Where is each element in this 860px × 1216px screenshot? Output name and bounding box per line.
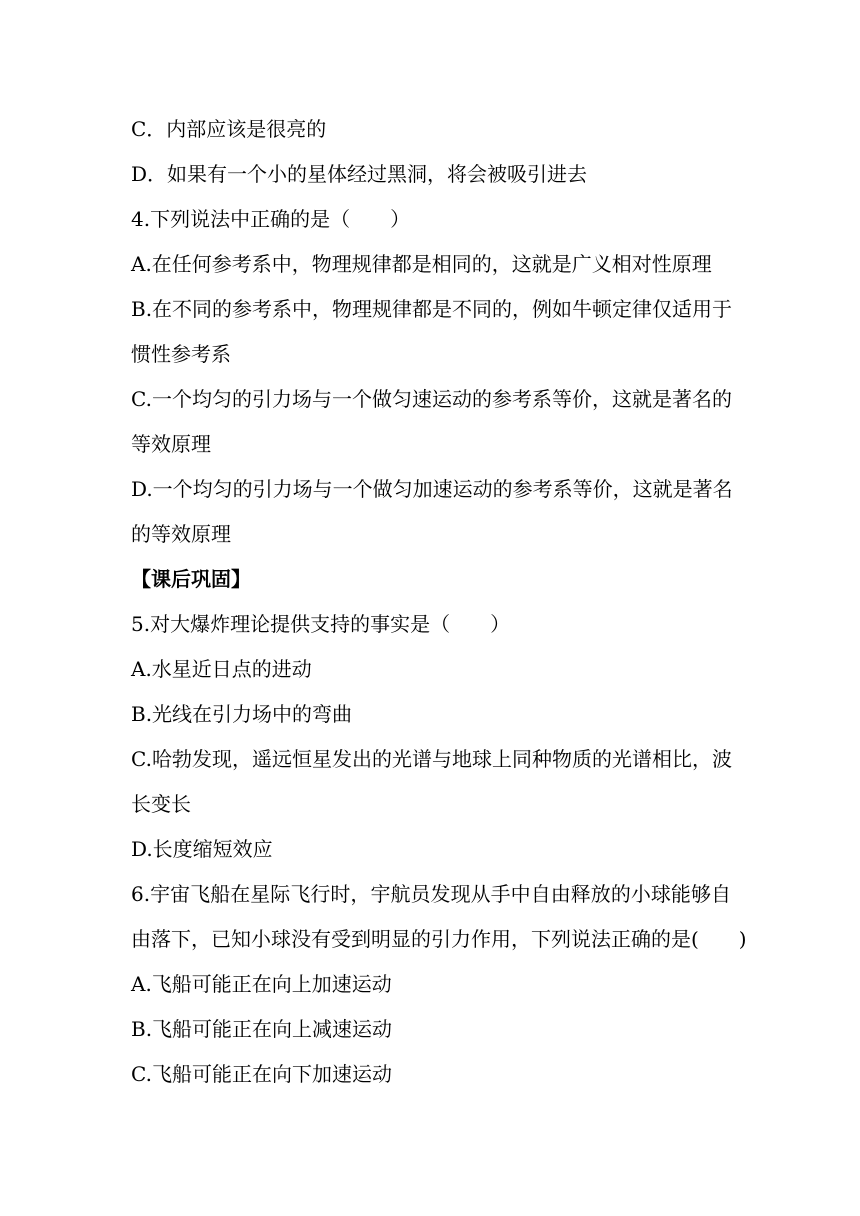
option-5c-line2: 长变长 <box>131 792 191 816</box>
question-4: 4.下列说法中正确的是（ ） <box>131 207 411 231</box>
option-5c-line1: C.哈勃发现，遥远恒星发出的光谱与地球上同种物质的光谱相比，波 <box>131 747 732 771</box>
option-4b-line1: B.在不同的参考系中，物理规律都是不同的，例如牛顿定律仅适用于 <box>131 297 733 321</box>
question-5: 5.对大爆炸理论提供支持的事实是（ ） <box>131 612 511 636</box>
option-5d: D.长度缩短效应 <box>131 837 273 861</box>
option-6b: B.飞船可能正在向上减速运动 <box>131 1017 393 1041</box>
option-6c: C.飞船可能正在向下加速运动 <box>131 1062 392 1086</box>
option-5b: B.光线在引力场中的弯曲 <box>131 702 353 726</box>
option-4a: A.在任何参考系中，物理规律都是相同的，这就是广义相对性原理 <box>131 252 712 276</box>
option-4c-line1: C.一个均匀的引力场与一个做匀速运动的参考系等价，这就是著名的 <box>131 387 732 411</box>
question-6-line2: 由落下，已知小球没有受到明显的引力作用，下列说法正确的是( ) <box>131 927 747 951</box>
option-5a: A.水星近日点的进动 <box>131 657 312 681</box>
option-4c-line2: 等效原理 <box>131 432 211 456</box>
option-4b-line2: 惯性参考系 <box>131 342 231 366</box>
option-4d-line1: D.一个均匀的引力场与一个做匀加速运动的参考系等价，这就是著名 <box>131 477 733 501</box>
option-6a: A.飞船可能正在向上加速运动 <box>131 972 392 996</box>
option-3d: D．如果有一个小的星体经过黑洞，将会被吸引进去 <box>131 162 588 186</box>
question-6-line1: 6.宇宙飞船在星际飞行时，宇航员发现从手中自由释放的小球能够自 <box>131 882 731 906</box>
section-heading: 【课后巩固】 <box>131 567 251 591</box>
option-3c: C．内部应该是很亮的 <box>131 117 327 141</box>
option-4d-line2: 的等效原理 <box>131 522 231 546</box>
